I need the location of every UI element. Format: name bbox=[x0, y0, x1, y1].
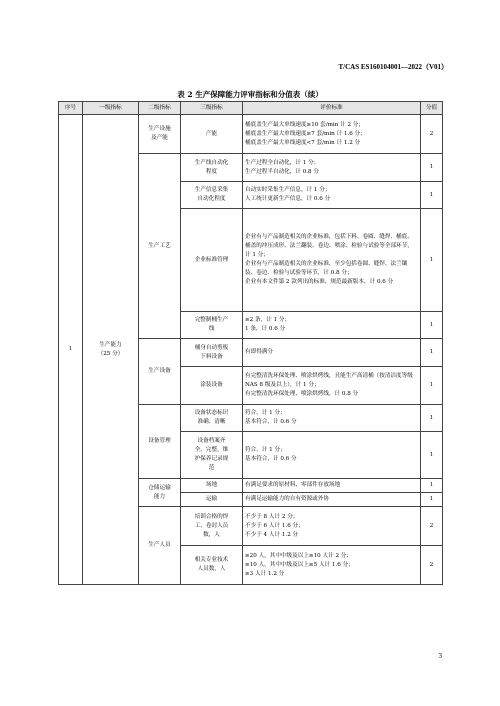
score-cell: 1 bbox=[421, 182, 443, 209]
standard-cell: 桶底盖生产最大单线速度≥10 套/min 计 2 分； 桶底盖生产最大单线速度≥7 套/min 计 1.6 分； 桶底盖生产最大单线速度<7 套/min 计 1.2 分 bbox=[243, 115, 421, 154]
score-cell: 1 bbox=[421, 154, 443, 182]
level2-equip-mgmt: 设备管理 bbox=[139, 405, 181, 479]
standard-cell: 生产过程全自动化，计 1 分； 生产过程半自动化，计 0.8 分 bbox=[243, 154, 421, 182]
standard-cell: 企业有与产品制造相关的企业标准，包括下料、卷圆、缝焊、桶底、桶盖的冲压成形、法兰翻装、卷边、喷涂、检验与试验等全部环节，计 1 分； 企业有与产品制造相关的企业标准，至少包括卷圆、缝焊、法兰镶装、卷边、检验与试验等环节，计 0.8 分； 企业有本文件第 2 款列出的标准，规范最新版本，计 0.6 分 bbox=[243, 209, 421, 312]
level3-cell: 生产信息采集 自动化程度 bbox=[181, 182, 243, 209]
score-cell: 1 bbox=[421, 312, 443, 339]
header-level1: 一级指标 bbox=[83, 102, 139, 115]
level3-cell: 涂装设备 bbox=[181, 367, 243, 405]
score-cell: 1 bbox=[421, 493, 443, 507]
level2-personnel: 生产人员 bbox=[139, 507, 181, 585]
table-title: 表 2 生产保障能力评审指标和分值表（续） bbox=[177, 90, 323, 99]
level1-cell: 生产能力 （25 分） bbox=[83, 115, 139, 585]
score-cell: 1 bbox=[421, 209, 443, 312]
level3-cell: 设备状态标识 准确、清晰 bbox=[181, 405, 243, 432]
level2-equipment: 生产设备 bbox=[139, 339, 181, 405]
header-level2: 二级指标 bbox=[139, 102, 181, 115]
level3-cell: 培训合格的焊 工、卷封人员 数，人 bbox=[181, 507, 243, 546]
level3-cell: 设备档案齐 全、完整，维 护保养记录规 范 bbox=[181, 432, 243, 479]
header-standard: 评价标准 bbox=[243, 102, 421, 115]
standard-cell: 有满足运输能力的自有资源或外协 bbox=[243, 493, 421, 507]
level3-cell: 桶身自动剪板 下料设备 bbox=[181, 339, 243, 367]
header-level3: 三级指标 bbox=[181, 102, 243, 115]
standard-cell: 自动实时采集生产信息，计 1 分； 人工统计更新生产信息，计 0.6 分 bbox=[243, 182, 421, 209]
level3-cell: 企业标准管理 bbox=[181, 209, 243, 312]
header-seq: 序号 bbox=[59, 102, 83, 115]
level3-cell: 场地 bbox=[181, 479, 243, 493]
score-cell: 1 bbox=[421, 432, 443, 479]
standard-cell: ≥20 人，其中中级及以上≥10 人计 2 分； ≥10 人，其中中级及以上≥5 人计 1.6 分； ≥3 人计 1.2 分 bbox=[243, 546, 421, 585]
standard-cell: 符合，计 1 分； 基本符合，计 0.6 分 bbox=[243, 405, 421, 432]
score-cell: 2 bbox=[421, 507, 443, 546]
standard-cell: ≥2 条，计 1 分； 1 条，计 0.6 分 bbox=[243, 312, 421, 339]
page-number: 3 bbox=[438, 652, 442, 660]
score-cell: 2 bbox=[421, 546, 443, 585]
evaluation-table bbox=[58, 101, 443, 585]
standard-cell: 有即得满分 bbox=[243, 339, 421, 367]
score-cell: 2 bbox=[421, 115, 443, 154]
score-cell: 1 bbox=[421, 339, 443, 367]
standard-cell: 符合，计 1 分； 基本符合，计 0.6 分 bbox=[243, 432, 421, 479]
level2-facilities: 生产设施 及产能 bbox=[139, 115, 181, 154]
level3-cell: 运输 bbox=[181, 493, 243, 507]
score-cell: 1 bbox=[421, 479, 443, 493]
level3-cell: 完整制桶生产 线 bbox=[181, 312, 243, 339]
level3-cell: 生产线自动化 程度 bbox=[181, 154, 243, 182]
level2-process: 生产工艺 bbox=[139, 154, 181, 339]
score-cell: 1 bbox=[421, 405, 443, 432]
level2-storage: 仓储运输 能力 bbox=[139, 479, 181, 507]
standard-cell: 有完整清洗环保处理、喷涂烘烤线，且能生产高清桶（按清洁度等级 NAS 8 级及以上），计 1 分； 有完整清洗环保处理、喷涂烘烤线，计 0.8 分 bbox=[243, 367, 421, 405]
level3-cell: 产能 bbox=[181, 115, 243, 154]
score-cell: 1 bbox=[421, 367, 443, 405]
standard-cell: 有满足要求的原材料、零部件存放场地 bbox=[243, 479, 421, 493]
seq-cell: 1 bbox=[59, 115, 83, 585]
table-row bbox=[59, 115, 443, 154]
table-header-row bbox=[59, 102, 443, 115]
document-code: T/CAS ES160104001—2022（V01） bbox=[338, 63, 448, 71]
header-score: 分值 bbox=[421, 102, 443, 115]
standard-cell: 不少于 8 人计 2 分； 不少于 6 人计 1.6 分； 不少于 4 人计 1.2 分 bbox=[243, 507, 421, 546]
level3-cell: 相关专业技术 人员数，人 bbox=[181, 546, 243, 585]
